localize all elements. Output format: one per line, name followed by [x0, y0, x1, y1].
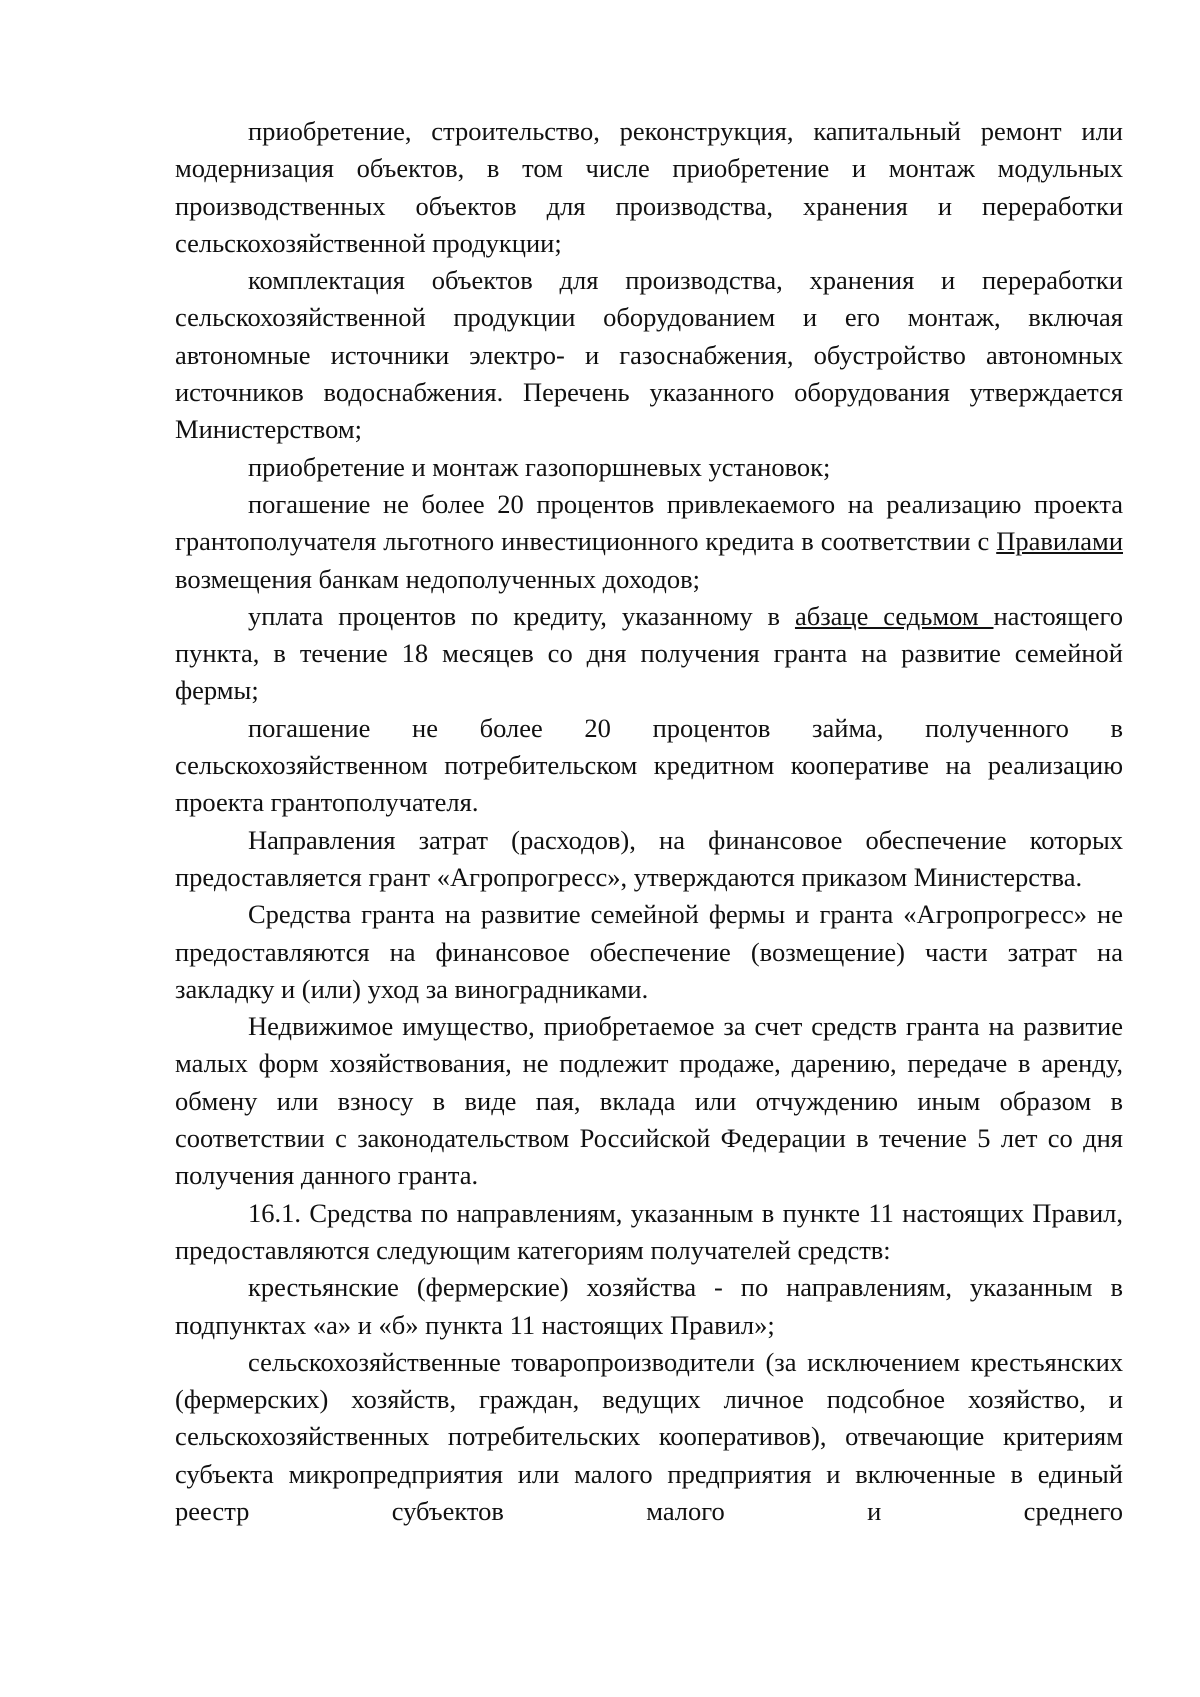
paragraph-equipment-completion: комплектация объектов для производства, хранения и переработки сельскохозяйственной продукции оборудованием и его монтаж, включая автономные источники электро- и газоснабжения, обустройство автономных источников водоснабжения. Перечень указанного оборудования утверждается Министерством; [175, 265, 1123, 445]
paragraph-real-estate-restriction: Недвижимое имущество, приобретаемое за счет средств гранта на развитие малых форм хозяйствования, не подлежит продаже, дарению, передаче в аренду, обмену или взносу в виде пая, вклада или отчуждению иным образом в соответствии с законодательством Российской Федерации в течение 5 лет со дня получения данного гранта. [175, 1011, 1123, 1191]
document-body [175, 113, 1123, 1530]
interest-payment-text-end: настоящего пункта, в течение 18 месяцев со дня получения гранта на развитие семейной фермы; [175, 600, 1123, 706]
seventh-paragraph-link[interactable]: абзаце седьмом [794, 600, 994, 631]
paragraph-agroprogress-costs: Направления затрат (расходов), на финансовое обеспечение которых предоставляется грант «Агропрогресс», утверждаются приказом Министерства. [175, 824, 1123, 892]
credit-repayment-text-start: погашение не более 20 процентов привлекаемого на реализацию проекта грантополучателя льготного инвестиционного кредита в соответствии с [175, 488, 1123, 557]
rules-link[interactable]: Правилами [996, 526, 1123, 557]
credit-repayment-text-end: возмещения банкам недополученных доходов; [175, 563, 701, 594]
paragraph-acquisition-construction: приобретение, строительство, реконструкция, капитальный ремонт или модернизация объектов, в том числе приобретение и монтаж модульных производственных объектов для производства, хранения и переработки сельскохозяйственной продукции; [175, 116, 1123, 258]
paragraph-vineyard-exclusion: Средства гранта на развитие семейной фермы и гранта «Агропрогресс» не предоставляются на финансовое обеспечение (возмещение) части затрат на закладку и (или) уход за виноградниками. [175, 899, 1123, 1004]
paragraph-peasant-farms: крестьянские (фермерские) хозяйства - по направлениям, указанным в подпунктах «а» и «б» пункта 11 настоящих Правил»; [175, 1272, 1123, 1340]
paragraph-gas-piston-units: приобретение и монтаж газопоршневых установок; [248, 451, 831, 482]
paragraph-16-1: 16.1. Средства по направлениям, указанным в пункте 11 настоящих Правил, предоставляются следующим категориям получателей средств: [175, 1197, 1123, 1265]
interest-payment-text-start: уплата процентов по кредиту, указанному в [248, 600, 795, 631]
paragraph-credit-repayment [175, 486, 1123, 598]
paragraph-agricultural-producers: сельскохозяйственные товаропроизводители (за исключением крестьянских (фермерских) хозяйств, граждан, ведущих личное подсобное хозяйство, и сельскохозяйственных потребительских кооперативов), отвечающие критериям субъекта микропредприятия или малого предприятия и включенные в единый реестр субъектов малого и среднего [175, 1346, 1123, 1526]
paragraph-interest-payment [175, 598, 1123, 710]
paragraph-loan-repayment: погашение не более 20 процентов займа, полученного в сельскохозяйственном потребительском кредитном кооперативе на реализацию проекта грантополучателя. [175, 712, 1123, 818]
